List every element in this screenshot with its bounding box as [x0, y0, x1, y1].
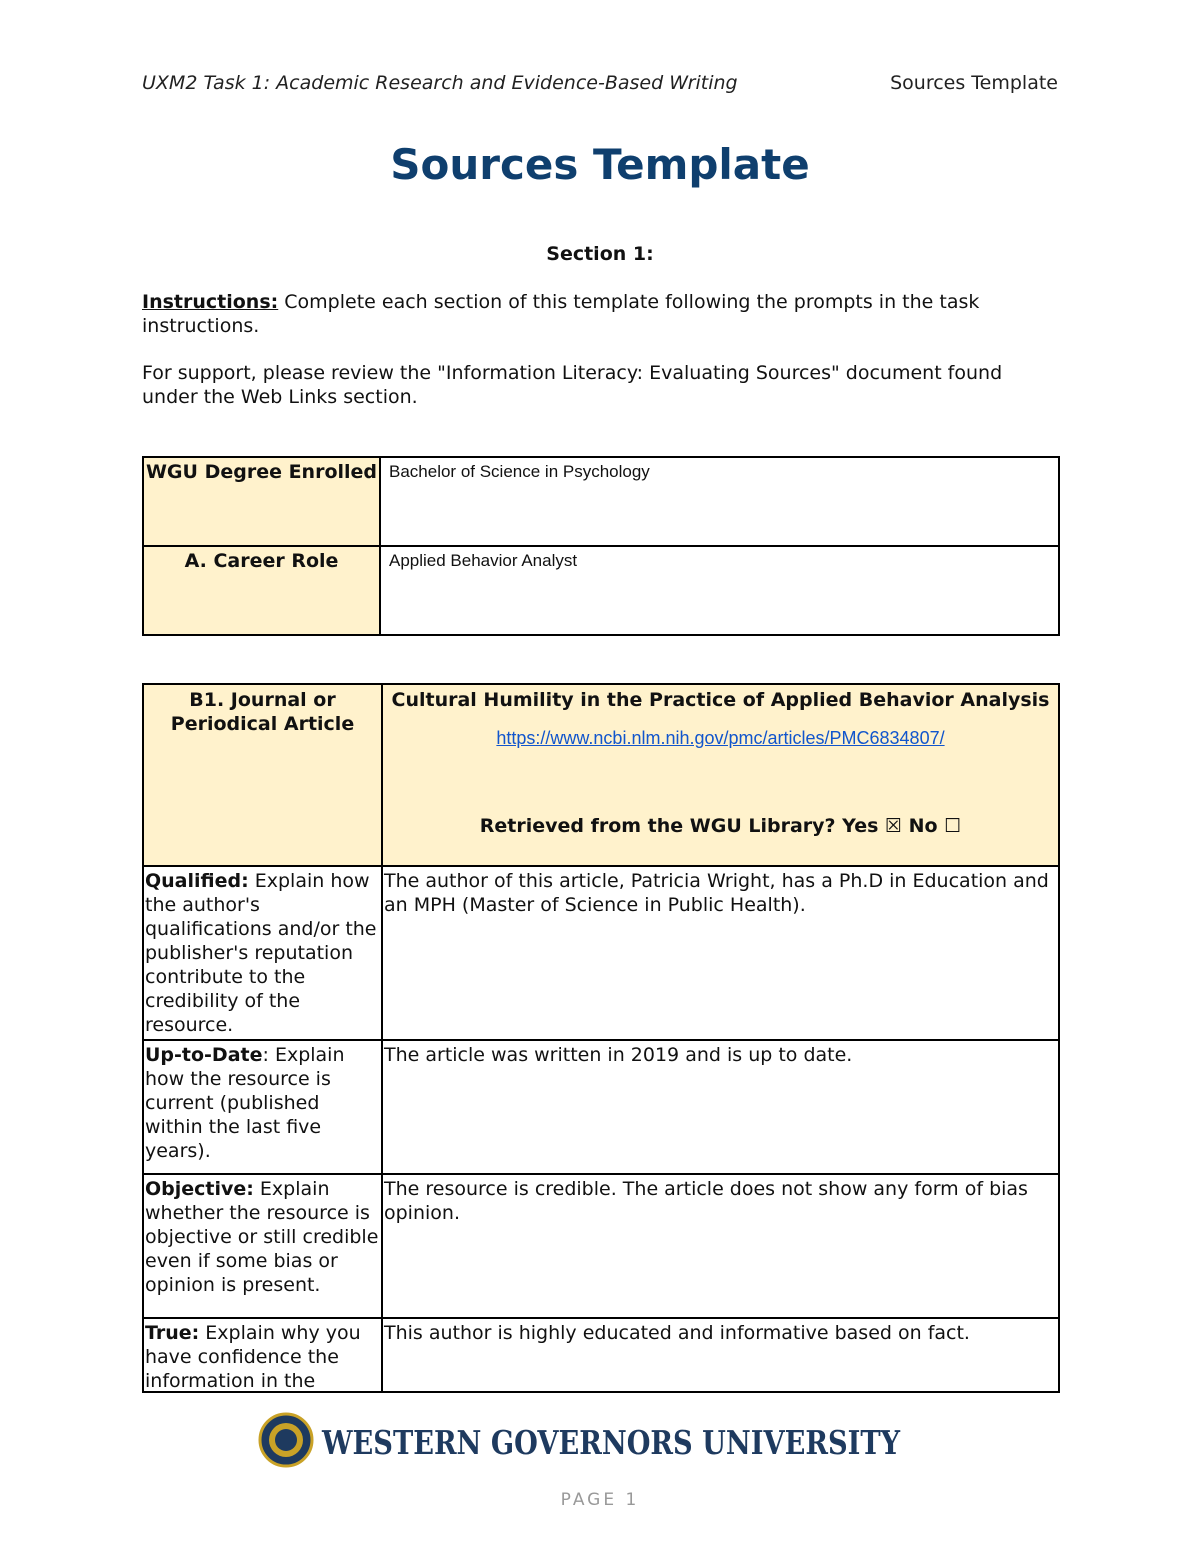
article-table: [142, 683, 1060, 1393]
instructions-text: Complete each section of this template following the prompts in the task instructions.: [142, 291, 980, 337]
criteria-row: [143, 1174, 1059, 1318]
page-title: Sources Template: [390, 140, 810, 189]
degree-row: [143, 457, 1059, 546]
criterion-term: Up-to-Date: [145, 1044, 263, 1066]
criterion-prompt: : Explain how the resource is current (published within the last five years).: [145, 1044, 345, 1162]
page-number: PAGE 1: [560, 1490, 640, 1510]
criterion-term: Objective:: [145, 1178, 254, 1200]
running-header-doc-name: Sources Template: [890, 72, 1058, 94]
criteria-row: [143, 866, 1059, 1040]
degree-table: [142, 456, 1060, 636]
response-cell[interactable]: The author of this article, Patricia Wright, has a Ph.D in Education and an MPH (Master of Science in Public Health).: [382, 866, 1059, 1040]
response-cell[interactable]: The resource is credible. The article does not show any form of bias opinion.: [382, 1174, 1059, 1318]
degree-value[interactable]: Bachelor of Science in Psychology: [380, 457, 1059, 546]
criterion-cell: [143, 1174, 382, 1318]
criteria-row: [143, 1318, 1059, 1392]
criterion-term: Qualified:: [145, 870, 249, 892]
wgu-seal-icon: [258, 1412, 904, 1468]
criteria-row: [143, 1040, 1059, 1174]
criterion-cell: [143, 866, 382, 1040]
instructions-paragraph: [142, 290, 1058, 338]
article-link[interactable]: https://www.ncbi.nlm.nih.gov/pmc/articles/PMC6834807/: [496, 728, 945, 748]
wgu-logo: [258, 1412, 904, 1468]
section-heading: Section 1:: [546, 243, 654, 265]
instructions-label: Instructions:: [142, 291, 279, 313]
career-row: [143, 546, 1059, 635]
criterion-term: True:: [145, 1322, 200, 1344]
criterion-prompt: Explain why you have confidence the information in the: [145, 1322, 361, 1392]
response-cell[interactable]: This author is highly educated and informative based on fact.: [382, 1318, 1059, 1392]
criterion-cell: [143, 1040, 382, 1174]
article-header-value: [382, 684, 1059, 866]
article-title: Cultural Humility in the Practice of Applied Behavior Analysis: [391, 689, 1050, 711]
running-header-title: UXM2 Task 1: Academic Research and Evidence-Based Writing: [142, 72, 738, 94]
wgu-wordmark: WESTERN GOVERNORS UNIVERSITY: [321, 1423, 901, 1462]
degree-label: WGU Degree Enrolled: [143, 457, 380, 546]
retrieved-question: Retrieved from the WGU Library? Yes ☒ No ☐: [479, 815, 962, 837]
support-paragraph: For support, please review the "Information Literacy: Evaluating Sources" document found under the Web Links section.: [142, 362, 1003, 408]
article-header-label: B1. Journal or Periodical Article: [143, 684, 382, 866]
career-value[interactable]: Applied Behavior Analyst: [380, 546, 1059, 635]
criterion-prompt: Explain whether the resource is objective or still credible even if some bias or opinion is present.: [145, 1178, 379, 1296]
criterion-prompt: Explain how the author's qualifications and/or the publisher's reputation contribute to the credibility of the resource.: [145, 870, 377, 1036]
article-header-row: [143, 684, 1059, 866]
criterion-cell: [143, 1318, 382, 1392]
career-label: A. Career Role: [143, 546, 380, 635]
response-cell[interactable]: The article was written in 2019 and is up to date.: [382, 1040, 1059, 1174]
